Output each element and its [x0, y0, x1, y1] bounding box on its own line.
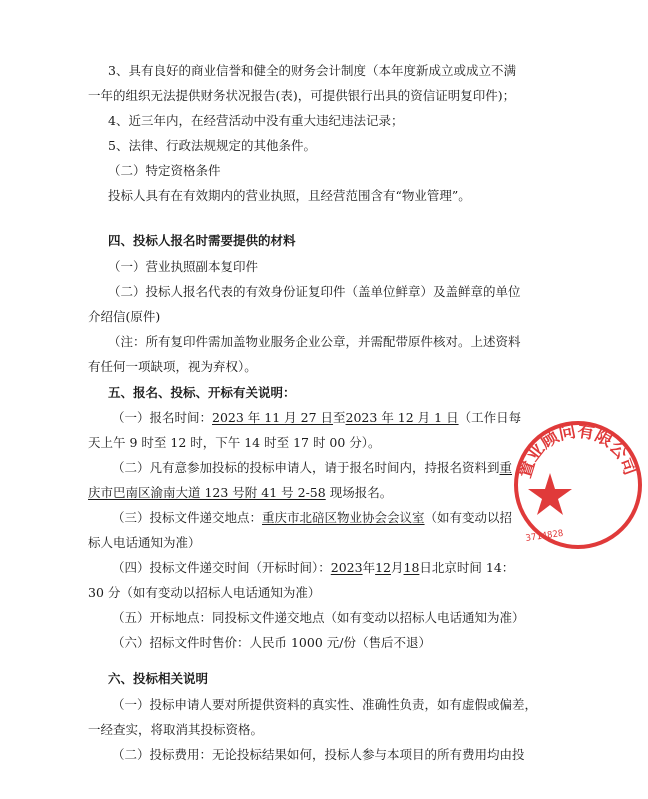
text: 日北京时间 14： — [419, 560, 515, 575]
text-line: 5、法律、行政法规规定的其他条件。 — [108, 138, 316, 153]
text: （二）凡有意参加投标的投标申请人，请于报名时间内，持报名资料到 — [112, 460, 500, 475]
text-line: 投标人具有在有效期内的营业执照，且经营范围含有“物业管理”。 — [108, 188, 471, 203]
text-line — [112, 409, 542, 427]
section-heading: 四、投标人报名时需要提供的材料 — [108, 233, 296, 248]
text: 年 — [362, 560, 376, 575]
text: 至 — [333, 410, 346, 425]
submission-place: 重庆市北碚区物业协会会议室 — [262, 510, 425, 525]
month: 12 — [375, 560, 391, 575]
section-heading: 六、投标相关说明 — [108, 671, 209, 686]
day: 18 — [403, 560, 420, 575]
text-line: （五）开标地点：同投标文件递交地点（如有变动以招标人电话通知为准） — [112, 610, 525, 625]
seal-text: 置业顾问有限公司 — [515, 421, 641, 481]
year: 2023 — [330, 560, 363, 575]
text-line: 3、具有良好的商业信誉和健全的财务会计制度（本年度新成立或成立不满 — [108, 63, 516, 78]
text-line: （二）投标人报名代表的有效身份证复印件（盖单位鲜章）及盖鲜章的单位 — [108, 284, 521, 299]
date-start: 2023 年 11 月 27 日 — [212, 410, 334, 425]
date-end: 2023 年 12 月 1 日 — [345, 410, 459, 425]
text-line: 标人电话通知为准） — [88, 535, 201, 550]
text-line: （二）投标费用：无论投标结果如何，投标人参与本项目的所有费用均由投 — [112, 747, 525, 762]
text-line: 4、近三年内，在经营活动中没有重大违纪违法记录； — [108, 113, 404, 128]
text: （工作日每 — [458, 410, 522, 425]
text-line: （一）营业执照副本复印件 — [108, 259, 259, 274]
seal-number: 3714828 — [525, 528, 564, 544]
company-seal — [508, 415, 648, 555]
text-line — [112, 509, 542, 527]
text: （如有变动以招 — [424, 510, 513, 525]
text-line: 一年的组织无法提供财务状况报告(表)，可提供银行出具的资信证明复印件)； — [88, 88, 516, 103]
label: （一）报名时间： — [112, 410, 213, 425]
text-line: 30 分（如有变动以招标人电话通知为准） — [88, 585, 321, 600]
text-line: （六）招标文件时售价：人民币 1000 元/份（售后不退） — [112, 635, 431, 650]
text-line: （注：所有复印件需加盖物业服务企业公章，并需配带原件核对。上述资料 — [108, 334, 521, 349]
address: 庆市巴南区渝南大道 123 号附 41 号 2-58 — [88, 485, 326, 500]
text-line: （一）投标申请人要对所提供资料的真实性、准确性负责，如有虚假或偏差， — [112, 697, 538, 712]
text-line — [88, 484, 518, 502]
text-line — [112, 459, 542, 477]
section-heading: 五、报名、投标、开标有关说明： — [108, 385, 296, 400]
text-line: 介绍信(原件) — [88, 309, 161, 324]
text: 现场报名。 — [329, 485, 393, 500]
address-start: 重 — [499, 460, 513, 475]
text-line: 一经查实，将取消其投标资格。 — [88, 722, 264, 737]
text-line: 天上午 9 时至 12 时，下午 14 时至 17 时 00 分）。 — [88, 435, 381, 450]
text-line — [112, 559, 542, 577]
label: （三）投标文件递交地点： — [112, 510, 263, 525]
label: （四）投标文件递交时间（开标时间）： — [112, 560, 331, 575]
subheading: （二）特定资格条件 — [108, 163, 221, 178]
text: 月 — [391, 560, 404, 575]
text-line: 有任何一项缺项，视为弃权）。 — [88, 359, 257, 374]
